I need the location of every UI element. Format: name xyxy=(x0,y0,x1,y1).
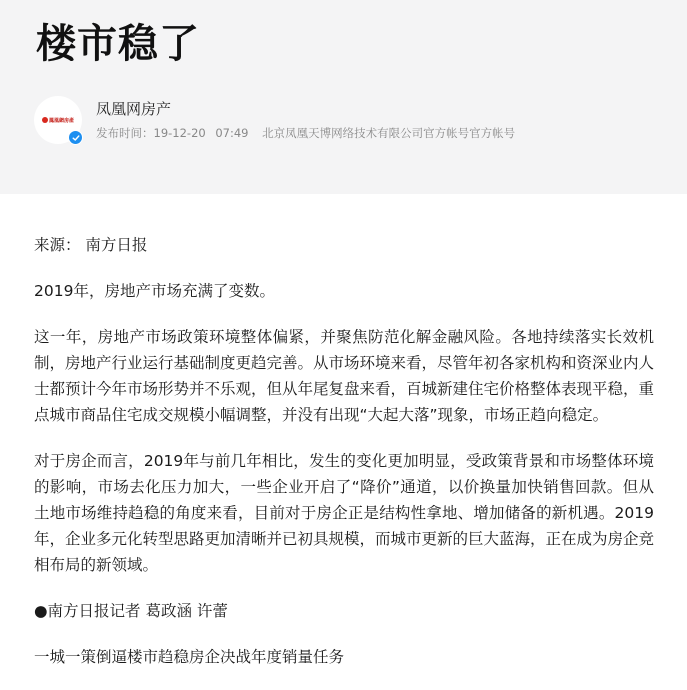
paragraph: 2019年，房地产市场充满了变数。 xyxy=(34,282,275,300)
section-heading: 一城一策倒逼楼市趋稳房企决战年度销量任务 xyxy=(34,648,345,666)
publish-time: 07:49 xyxy=(215,126,249,140)
phoenix-logo-icon xyxy=(42,117,48,123)
brand-logo-text: 鳳凰網房產 xyxy=(48,117,74,124)
paragraph: 对于房企而言，2019年与前几年相比，发生的变化更加明显，受政策背景和市场整体环境的影响，市场去化压力加大，一些企业开启了“降价”通道，以价换量加快销售回款。但从土地市场维持趋稳的角度来看，目前对于房企正是结构性拿地、增加储备的新机遇。2019年，企业多元化转型思路更加清晰并已初具规模，而城市更新的巨大蓝海，正在成为房企竞相布局的新领域。 xyxy=(34,452,655,574)
verified-check-icon xyxy=(68,130,83,145)
publish-meta xyxy=(96,126,521,140)
article-title: 楼市稳了 xyxy=(36,21,200,67)
author-organization: 北京凤凰天博网络技术有限公司官方帐号官方帐号 xyxy=(262,126,516,140)
article-body xyxy=(34,232,654,690)
reporter-byline: ●南方日报记者 葛政涵 许蕾 xyxy=(34,602,228,620)
paragraph: 这一年，房地产市场政策环境整体偏紧，并聚焦防范化解金融风险。各地持续落实长效机制，房地产行业运行基础制度更趋完善。从市场环境来看，尽管年初各家机构和资深业内人士都预计今年市场形势并不乐观，但从年尾复盘来看，百城新建住宅价格整体表现平稳，重点城市商品住宅成交规模小幅调整，并没有出现“大起大落”现象，市场正趋向稳定。 xyxy=(34,328,655,424)
brand-logo xyxy=(42,117,74,124)
publish-label: 发布时间： xyxy=(96,126,154,140)
article-source: 来源： 南方日报 xyxy=(34,236,148,254)
publish-date: 19-12-20 xyxy=(153,126,206,140)
article-header xyxy=(0,0,687,194)
author-name[interactable]: 凤凰网房产 xyxy=(96,100,172,118)
